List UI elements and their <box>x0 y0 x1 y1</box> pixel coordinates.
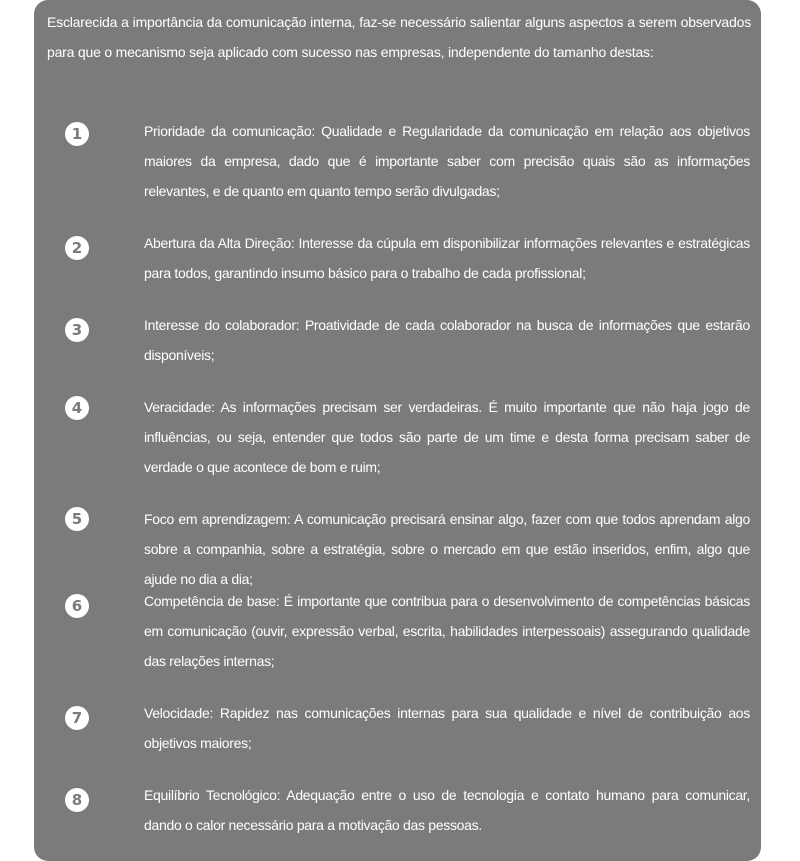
number-badge-1: 1 <box>65 122 89 146</box>
list-item-text-6: Competência de base: É importante que contribua para o desenvolvimento de competências básicas em comunicação (ouvir, expressão verbal, escrita, habilidades interpessoais) assegurando qualidade das relações internas; <box>144 593 750 669</box>
number-badge-3: 3 <box>65 318 89 342</box>
number-badge-7: 7 <box>65 706 89 730</box>
number-badge-6: 6 <box>65 594 89 618</box>
number-badge-8: 8 <box>65 788 89 812</box>
list-item-text-1: Prioridade da comunicação: Qualidade e Regularidade da comunicação em relação aos objetivos maiores da empresa, dado que é importante saber com precisão quais são as informações relevantes, e de quanto em quanto tempo serão divulgadas; <box>144 123 750 199</box>
list-item-text-3: Interesse do colaborador: Proatividade de cada colaborador na busca de informações que estarão disponíveis; <box>144 317 750 363</box>
list-item-text-5: Foco em aprendizagem: A comunicação precisará ensinar algo, fazer com que todos aprendam algo sobre a companhia, sobre a estratégia, sobre o mercado em que estão inseridos, enfim, algo que ajude no dia a dia; <box>144 511 750 587</box>
number-badge-4: 4 <box>65 396 89 420</box>
list-item-text-7: Velocidade: Rapidez nas comunicações internas para sua qualidade e nível de contribuição aos objetivos maiores; <box>144 705 750 751</box>
list-item-text-8: Equilíbrio Tecnológico: Adequação entre o uso de tecnologia e contato humano para comunicar, dando o calor necessário para a motivação das pessoas. <box>144 787 750 833</box>
number-badge-5: 5 <box>65 507 89 531</box>
list-item-text-2: Abertura da Alta Direção: Interesse da cúpula em disponibilizar informações relevantes e estratégicas para todos, garantindo insumo básico para o trabalho de cada profissional; <box>144 235 750 281</box>
list-item-text-4: Veracidade: As informações precisam ser verdadeiras. É muito importante que não haja jogo de influências, ou seja, entender que todos são parte de um time e desta forma precisam saber de verdade o que acontece de bom e ruim; <box>144 399 750 475</box>
number-badge-2: 2 <box>65 236 89 260</box>
intro-paragraph: Esclarecida a importância da comunicação interna, faz-se necessário salientar alguns aspectos a serem observados para que o mecanismo seja aplicado com sucesso nas empresas, independente do tamanho destas: <box>47 14 751 60</box>
content-card <box>34 0 761 861</box>
